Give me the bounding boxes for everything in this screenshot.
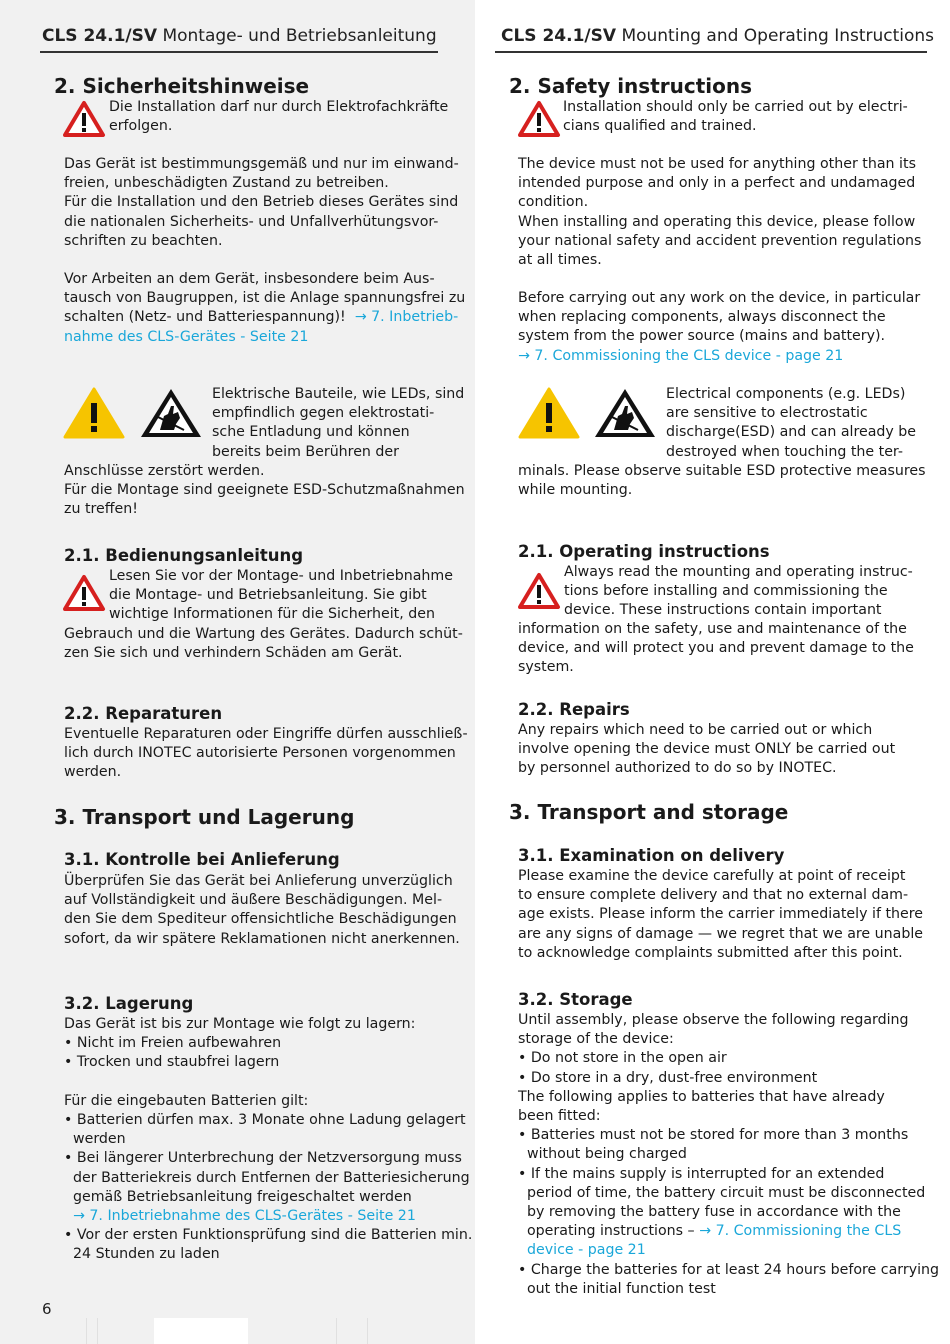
arrow-right-icon: → xyxy=(73,1208,85,1225)
esd-warning-text: Anschlüsse zerstört werden. Für die Montage sind geeignete ESD-Schutzmaßnahmen zu treffen! xyxy=(64,463,465,518)
subsection-heading: 2.2. Repairs xyxy=(518,700,630,719)
list-item: • Trocken und staubfrei lagern xyxy=(64,1054,280,1071)
subsection-heading: 3.1. Kontrolle bei Anlieferung xyxy=(64,850,340,869)
header-rule xyxy=(40,51,438,53)
header-model: CLS 24.1/SV xyxy=(501,26,617,46)
paragraph: Eventuelle Reparaturen oder Eingriffe dürfen ausschließ- lich durch INOTEC autorisierte Personen vorgenommen werden. xyxy=(64,726,468,781)
footer-stripe xyxy=(86,1318,87,1344)
paragraph: Überprüfen Sie das Gerät bei Anlieferung unverzüglich auf Vollständigkeit und äußere Beschädigungen. Mel- den Sie dem Spediteur offensichtliche Beschädigungen sofort, da wir spätere Reklamationen nicht anerkennen. xyxy=(64,873,460,947)
esd-hand-icon xyxy=(592,386,658,440)
section-heading: 3. Transport and storage xyxy=(509,800,789,824)
header-rule xyxy=(495,51,927,53)
footer-stripe xyxy=(336,1318,337,1344)
section-heading: 3. Transport und Lagerung xyxy=(54,805,355,829)
warning-triangle-icon xyxy=(62,574,106,612)
section-heading: 2. Safety instructions xyxy=(509,74,753,98)
paragraph: Gebrauch und die Wartung des Gerätes. Dadurch schüt- zen Sie sich und verhindern Schäden am Gerät. xyxy=(64,626,463,662)
warning-triangle-icon xyxy=(517,572,561,610)
paragraph: Before carrying out any work on the device, in particular when replacing components, always disconnect the system from the power source (mains and battery). → 7. Commissioning the CLS device - page 21 xyxy=(518,290,921,364)
paragraph: Please examine the device carefully at point of receipt to ensure complete delivery and that no external dam- age exists. Please inform the carrier immediately if there are any signs of damage — we regret that we are unable to acknowledge complaints submitted after this point. xyxy=(518,868,924,961)
section-heading: 2. Sicherheitshinweise xyxy=(54,74,310,98)
warning-triangle-icon xyxy=(62,100,106,138)
header-title: Montage- und Betriebsanleitung xyxy=(162,26,437,46)
cross-reference-link[interactable]: → 7. Inbetriebnahme des CLS-Gerätes - Seite 21 xyxy=(73,1208,416,1225)
english-column xyxy=(475,0,950,1344)
paragraph: Vor Arbeiten an dem Gerät, insbesondere beim Aus- tausch von Baugruppen, ist die Anlage spannungsfrei zu schalten (Netz- und Batteriespannung)! → 7. Inbetrieb- nahme des CLS-Gerätes - Seite 21 xyxy=(64,271,466,345)
subsection-heading: 3.1. Examination on delivery xyxy=(518,846,785,865)
esd-warning-text: Electrical components (e.g. LEDs) are sensitive to electrostatic discharge(ESD) and can already be destroyed when touching the ter- xyxy=(666,386,917,460)
list-item: • Charge the batteries for at least 24 hours before carrying xyxy=(518,1261,940,1278)
arrow-right-icon: → xyxy=(354,309,367,326)
warning-text: Die Installation darf nur durch Elektrofachkräfte erfolgen. xyxy=(109,99,449,135)
cross-reference-link[interactable]: nahme des CLS-Gerätes - Seite 21 xyxy=(64,328,309,345)
list-item: • Batterien dürfen max. 3 Monate ohne Ladung gelagert xyxy=(64,1112,466,1129)
footer-stripe xyxy=(154,1318,248,1344)
footer-stripe xyxy=(367,1318,368,1344)
subsection-heading: 2.1. Operating instructions xyxy=(518,542,770,561)
cross-reference-link[interactable]: → 7. Commissioning the CLS xyxy=(699,1223,902,1240)
warning-triangle-icon xyxy=(517,100,561,138)
subsection-heading: 3.2. Lagerung xyxy=(64,994,194,1013)
arrow-right-icon: → xyxy=(518,347,530,364)
caution-triangle-icon xyxy=(517,386,581,440)
subsection-heading: 3.2. Storage xyxy=(518,990,633,1009)
subsection-heading: 2.2. Reparaturen xyxy=(64,704,223,723)
warning-text: Installation should only be carried out by electri- cians qualified and trained. xyxy=(563,99,908,135)
cross-reference-link[interactable]: → 7. Commissioning the CLS device - page 21 xyxy=(518,347,844,364)
list-item: • Bei längerer Unterbrechung der Netzversorgung muss xyxy=(64,1150,462,1167)
footer-stripe xyxy=(97,1318,98,1344)
paragraph: Always read the mounting and operating instruc- tions before installing and commissioning the device. These instructions contain important xyxy=(564,564,913,619)
paragraph: Lesen Sie vor der Montage- und Inbetriebnahme die Montage- und Betriebsanleitung. Sie gibt wichtige Informationen für die Sicherheit, den xyxy=(109,568,453,623)
list-item: • Do store in a dry, dust-free environment xyxy=(518,1069,818,1086)
esd-warning-text: minals. Please observe suitable ESD protective measures while mounting. xyxy=(518,463,926,499)
page-header-de xyxy=(42,26,437,46)
storage-list: Until assembly, please observe the following regarding storage of the device: • Do not store in the open air • Do store in a dry, dust-free environment The following applies to batteries that have already been fitted: • Batteries must not be stored for more than 3 months without being charged • If the mains supply is interrupted for an extended period of time, the battery circuit must be disconnected by removing the battery fuse in accordance with the operating instructions – → 7. Commissioning the CLS device - page 21 • Charge the batteries for at least 24 hours before carrying out the initial function test xyxy=(518,1012,940,1297)
esd-warning-text: Elektrische Bauteile, wie LEDs, sind empfindlich gegen elektrostati- sche Entladung und können bereits beim Berühren der xyxy=(212,386,465,460)
arrow-right-icon: → xyxy=(699,1223,712,1240)
esd-hand-icon xyxy=(138,386,204,440)
paragraph: information on the safety, use and maintenance of the device, and will protect you and prevent damage to the system. xyxy=(518,621,914,676)
storage-list: Das Gerät ist bis zur Montage wie folgt zu lagern: • Nicht im Freien aufbewahren • Trocken und staubfrei lagern Für die eingebauten Batterien gilt: • Batterien dürfen max. 3 Monate ohne Ladung gelagert werden • Bei längerer Unterbrechung der Netzversorgung muss der Batteriekreis durch Entfernen der Batteriesicherung gemäß Betriebsanleitung freigeschaltet werden → 7. Inbetriebnahme des CLS-Gerätes - Seite 21 • Vor der ersten Funktionsprüfung sind die Batterien min. 24 Stunden zu laden xyxy=(64,1016,473,1263)
page-header-en xyxy=(501,26,934,46)
page-number: 6 xyxy=(42,1300,52,1318)
paragraph: The device must not be used for anything other than its intended purpose and only in a perfect and undamaged condition. When installing and operating this device, please follow your national safety and accident prevention regulations at all times. xyxy=(518,156,922,269)
list-item: • If the mains supply is interrupted for an extended xyxy=(518,1165,885,1182)
cross-reference-link[interactable]: → 7. Inbetrieb- xyxy=(354,309,459,326)
cross-reference-link[interactable]: device - page 21 xyxy=(527,1242,646,1259)
list-item: • Nicht im Freien aufbewahren xyxy=(64,1035,282,1052)
header-title: Mounting and Operating Instructions xyxy=(621,26,935,46)
subsection-heading: 2.1. Bedienungsanleitung xyxy=(64,546,304,565)
caution-triangle-icon xyxy=(62,386,126,440)
paragraph: Das Gerät ist bestimmungsgemäß und nur im einwand- freien, unbeschädigten Zustand zu betreiben. Für die Installation und den Betrieb dieses Gerätes sind die nationalen Sicherheits- und Unfallverhütungsvor- schriften zu beachten. xyxy=(64,156,459,249)
list-item: • Vor der ersten Funktionsprüfung sind die Batterien min. xyxy=(64,1227,473,1244)
header-model: CLS 24.1/SV xyxy=(42,26,158,46)
list-item: • Batteries must not be stored for more than 3 months xyxy=(518,1127,909,1144)
paragraph: Any repairs which need to be carried out or which involve opening the device must ONLY be carried out by personnel authorized to do so by INOTEC. xyxy=(518,722,896,777)
list-item: • Do not store in the open air xyxy=(518,1050,727,1067)
